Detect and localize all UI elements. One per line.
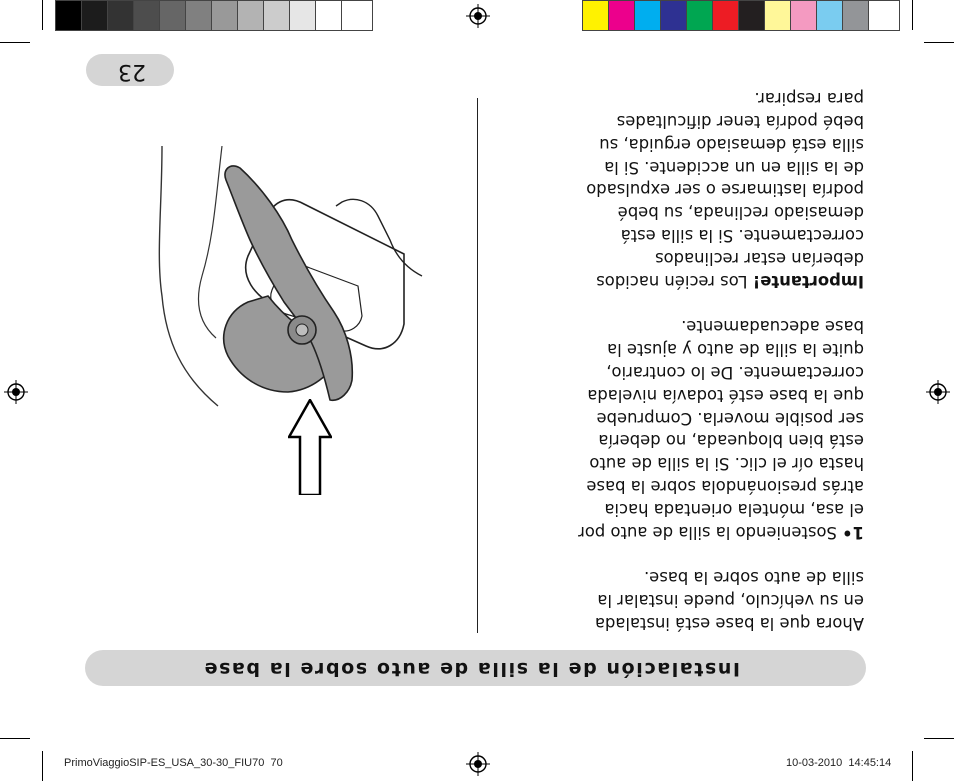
upward-arrow-icon bbox=[288, 399, 332, 495]
step-number: 1• bbox=[842, 522, 864, 542]
footer-file-name: PrimoViaggioSIP-ES_USA_30-30_FIU70 70 bbox=[64, 757, 283, 769]
body-text-column bbox=[578, 86, 864, 634]
step-paragraph bbox=[578, 315, 864, 543]
car-seat-illustration bbox=[126, 146, 462, 436]
intro-paragraph: Ahora que la base está instalada en su vehículo, puede instalar la silla de auto sobre la base. bbox=[594, 568, 864, 633]
column-divider bbox=[477, 98, 478, 633]
page-number: 23 bbox=[118, 59, 146, 84]
important-paragraph bbox=[578, 86, 864, 291]
important-text: Los recién nacidos deberían estar reclinados correctamente. Si la silla está demasiado reclinada, su bebé podría lastimarse o ser expulsado de la silla en un accidente. Si la silla está demasiado erguida, su bebé podría tener dificultades para respirar. bbox=[586, 89, 864, 291]
important-label: Importante! bbox=[752, 271, 864, 291]
footer-timestamp: 10-03-2010 14:45:14 bbox=[786, 757, 892, 769]
section-title: Instalación de la silla de auto sobre la base bbox=[202, 658, 740, 680]
step-text: Sosteniendo la silla de auto por el asa, móntela orientada hacia atrás presionándola sobre la base hasta oír el clic. Si la silla de auto está bien bloqueada, no debería ser posible moverla. Compruebe que la base esté todavía nivelada correctamente. De lo contrario, quite la silla de auto y ajuste la base adecuadamente. bbox=[578, 317, 864, 542]
